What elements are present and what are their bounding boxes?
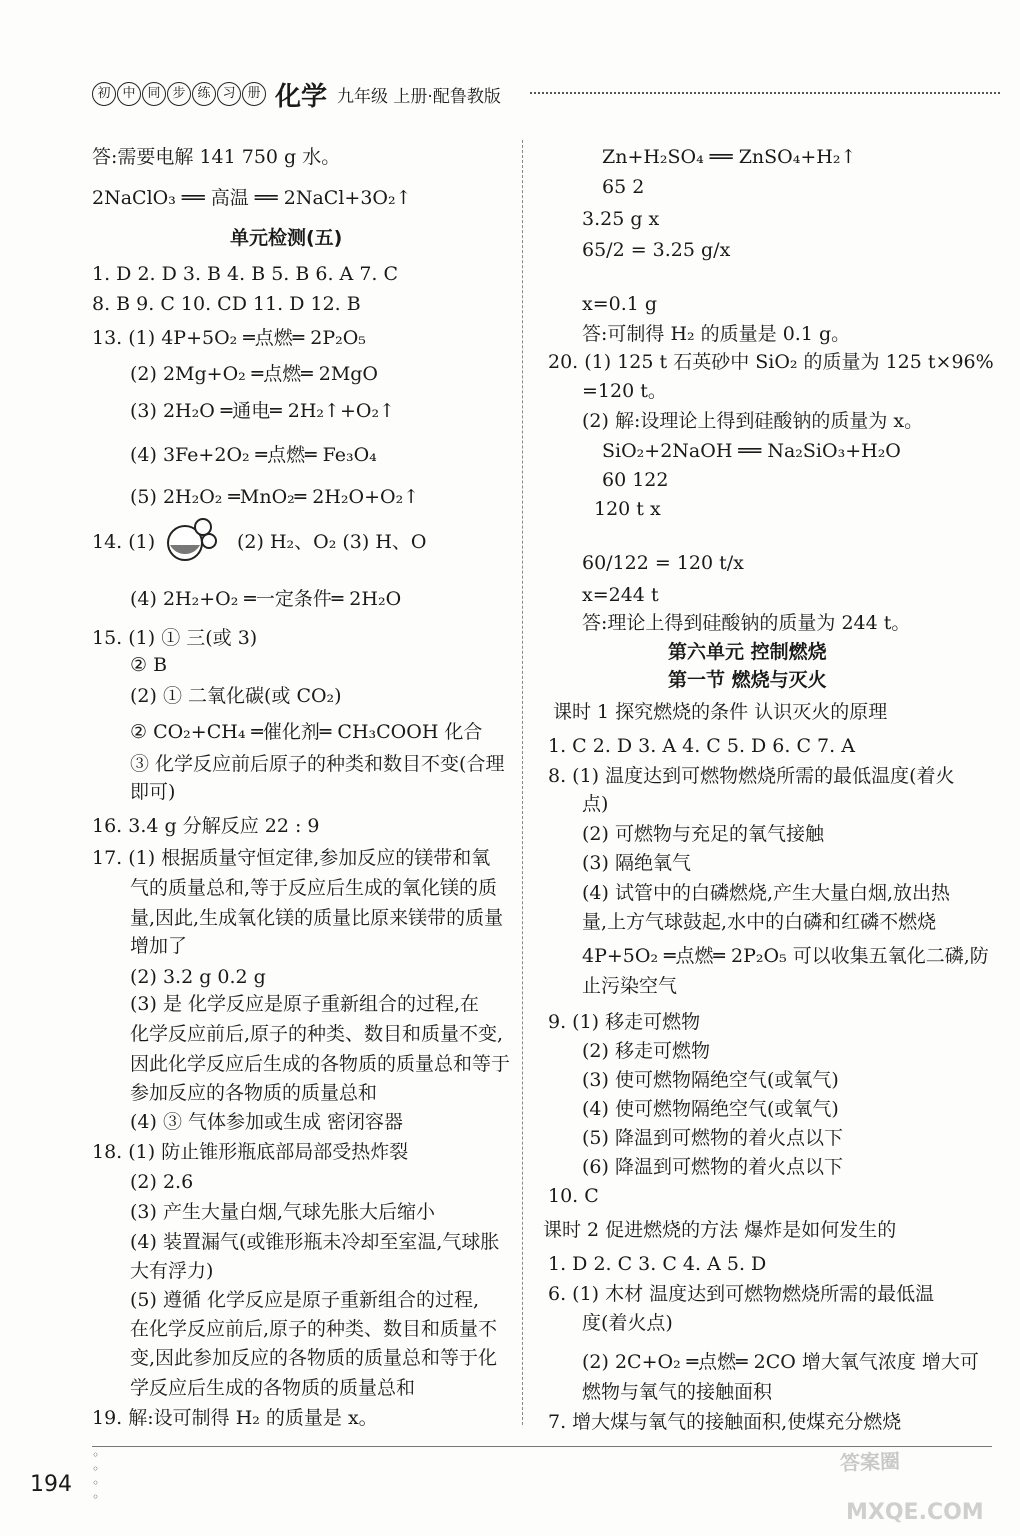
right-text-line: 燃物与氧气的接触面积 [582, 1381, 773, 1403]
right-text-line: 7. 增大煤与氧气的接触面积,使煤充分燃烧 [548, 1411, 902, 1433]
right-text-line: 量,上方气球鼓起,水中的白磷和红磷不燃烧 [582, 911, 937, 933]
left-text-line: 量,因此,生成氧化镁的质量比原来镁带的质量 [130, 907, 504, 929]
right-text-line: 65/2 = 3.25 g/x [582, 239, 731, 261]
left-text-line: 15. (1) ① 三(或 3) [92, 627, 258, 649]
right-text-line: =120 t。 [582, 380, 667, 402]
right-text-line: Zn+H₂SO₄ ══ ZnSO₄+H₂↑ [602, 146, 857, 168]
right-text-line: SiO₂+2NaOH ══ Na₂SiO₃+H₂O [602, 440, 901, 462]
right-text-line: 6. (1) 木材 温度达到可燃物燃烧所需的最低温 [548, 1283, 935, 1305]
right-text-line: 60 122 [602, 469, 669, 491]
left-text-line: 即可) [130, 781, 176, 803]
left-text-line: 学反应后生成的各物质的质量总和 [130, 1377, 416, 1399]
left-text-line: 18. (1) 防止锥形瓶底部局部受热炸裂 [92, 1141, 409, 1163]
right-text-line: 点) [582, 793, 609, 815]
right-text-line: (5) 降温到可燃物的着火点以下 [582, 1127, 843, 1149]
left-text-line: (4) 3Fe+2O₂ ═点燃═ Fe₃O₄ [130, 444, 377, 466]
right-text-line: 20. (1) 125 t 石英砂中 SiO₂ 的质量为 125 t×96% [548, 351, 994, 373]
left-text-line: 答:需要电解 141 750 g 水。 [92, 146, 341, 168]
footer-decoration: ◦ ◦ ◦ ◦ [92, 1448, 100, 1504]
right-text-line: 3.25 g x [582, 208, 660, 230]
right-text-line: 1. C 2. D 3. A 4. C 5. D 6. C 7. A [548, 735, 855, 757]
right-text-line: (4) 试管中的白磷燃烧,产生大量白烟,放出热 [582, 882, 951, 904]
right-text-line: (4) 使可燃物隔绝空气(或氧气) [582, 1098, 839, 1120]
left-text-line: 参加反应的各物质的质量总和 [130, 1082, 378, 1104]
left-text-line: ② B [130, 654, 168, 676]
header-char: 习 [217, 82, 241, 106]
left-text-line: 在化学反应前后,原子的种类、数目和质量不 [130, 1318, 498, 1340]
right-text-line: x=244 t [582, 584, 659, 606]
header-char: 册 [242, 82, 266, 106]
watermark-url: MXQE.COM [846, 1500, 984, 1525]
left-text-line: (4) 装置漏气(或锥形瓶未冷却至室温,气球胀 [130, 1231, 500, 1253]
left-text-line: (3) 是 化学反应是原子重新组合的过程,在 [130, 993, 480, 1015]
right-text-line: (2) 可燃物与充足的氧气接触 [582, 823, 824, 845]
left-text-line: (5) 2H₂O₂ ═MnO₂═ 2H₂O+O₂↑ [130, 486, 420, 508]
right-text-line: 60/122 = 120 t/x [582, 552, 744, 574]
right-text-line: 8. (1) 温度达到可燃物燃烧所需的最低温度(着火 [548, 765, 955, 787]
left-text-line: 2NaClO₃ ══ 高温 ══ 2NaCl+3O₂↑ [92, 187, 412, 209]
right-text-line: (2) 移走可燃物 [582, 1040, 710, 1062]
right-text-line: (3) 使可燃物隔绝空气(或氧气) [582, 1069, 839, 1091]
left-text-line: (2) 2Mg+O₂ ═点燃═ 2MgO [130, 363, 379, 385]
right-text-line: 答:可制得 H₂ 的质量是 0.1 g。 [582, 323, 851, 345]
right-text-line: 1. D 2. C 3. C 4. A 5. D [548, 1253, 767, 1275]
right-text-line: (2) 2C+O₂ ═点燃═ 2CO 增大氧气浓度 增大可 [582, 1351, 979, 1373]
water-molecule-icon [165, 515, 217, 563]
left-text-line: 16. 3.4 g 分解反应 22 : 9 [92, 815, 320, 837]
column-divider [522, 140, 523, 1425]
left-text-line: (4) 2H₂+O₂ ═一定条件═ 2H₂O [130, 588, 402, 610]
right-text-line: 65 2 [602, 176, 645, 198]
right-text-line: 第六单元 控制燃烧 [668, 641, 827, 663]
left-text-line: 增加了 [130, 935, 188, 957]
right-text-line: 课时 2 促进燃烧的方法 爆炸是如何发生的 [543, 1219, 897, 1241]
left-text-line: 变,因此参加反应的各物质的质量总和等于化 [130, 1347, 498, 1369]
left-text-line: 8. B 9. C 10. CD 11. D 12. B [92, 293, 361, 315]
left-text-line: ② CO₂+CH₄ ═催化剂═ CH₃COOH 化合 [130, 721, 483, 743]
header-char: 中 [117, 82, 141, 106]
left-text-line: (5) 遵循 化学反应是原子重新组合的过程, [130, 1289, 480, 1311]
header-grade: 九年级 上册·配鲁教版 [337, 86, 501, 107]
right-text-line: (2) 解:设理论上得到硅酸钠的质量为 x。 [582, 410, 924, 432]
header-subject: 化学 [275, 81, 328, 112]
page-number: 194 [30, 1472, 72, 1497]
left-text-line: 单元检测(五) [230, 227, 343, 249]
left-text-line: 13. (1) 4P+5O₂ ═点燃═ 2P₂O₅ [92, 327, 366, 349]
left-text-line: 14. (1) [92, 531, 156, 553]
left-text-line: 19. 解:设可制得 H₂ 的质量是 x。 [92, 1407, 378, 1429]
watermark: 答案圈 [839, 1448, 901, 1476]
header-char: 初 [92, 82, 116, 106]
right-text-line: x=0.1 g [582, 293, 658, 315]
header-char: 同 [142, 82, 166, 106]
right-text-line: 4P+5O₂ ═点燃═ 2P₂O₅ 可以收集五氧化二磷,防 [582, 945, 989, 967]
header-dotted-rule [530, 92, 1000, 94]
left-text-line: 因此化学反应后生成的各物质的质量总和等于 [130, 1053, 511, 1075]
right-text-line: 第一节 燃烧与灭火 [668, 669, 827, 691]
book-header [92, 74, 501, 114]
left-text-line: (3) 产生大量白烟,气球先胀大后缩小 [130, 1201, 435, 1223]
right-text-line: 答:理论上得到硅酸钠的质量为 244 t。 [582, 612, 911, 634]
left-text-line: 1. D 2. D 3. B 4. B 5. B 6. A 7. C [92, 263, 399, 285]
left-text-line: (2) 3.2 g 0.2 g [130, 966, 266, 988]
right-text-line: 止污染空气 [582, 975, 678, 997]
right-text-line: 10. C [548, 1185, 599, 1207]
right-text-line: (3) 隔绝氧气 [582, 852, 691, 874]
left-text-line: (3) 2H₂O ═通电═ 2H₂↑+O₂↑ [130, 400, 395, 422]
left-text-line: (2) 2.6 [130, 1171, 194, 1193]
header-char: 步 [167, 82, 191, 106]
left-text-line: 17. (1) 根据质量守恒定律,参加反应的镁带和氧 [92, 847, 491, 869]
right-text-line: (6) 降温到可燃物的着火点以下 [582, 1156, 843, 1178]
header-char: 练 [192, 82, 216, 106]
left-text-line: (2) H₂、O₂ (3) H、O [237, 531, 427, 553]
right-text-line: 度(着火点) [582, 1312, 673, 1334]
right-text-line: 9. (1) 移走可燃物 [548, 1011, 701, 1033]
right-text-line: 课时 1 探究燃烧的条件 认识灭火的原理 [553, 701, 888, 723]
right-text-line: 120 t x [594, 498, 661, 520]
left-text-line: 大有浮力) [130, 1260, 214, 1282]
left-text-line: 化学反应前后,原子的种类、数目和质量不变, [130, 1023, 504, 1045]
left-text-line: (2) ① 二氧化碳(或 CO₂) [130, 685, 342, 707]
left-text-line: (4) ③ 气体参加或生成 密闭容器 [130, 1111, 404, 1133]
left-text-line: ③ 化学反应前后原子的种类和数目不变(合理 [130, 753, 505, 775]
left-text-line: 气的质量总和,等于反应后生成的氧化镁的质 [130, 877, 498, 899]
